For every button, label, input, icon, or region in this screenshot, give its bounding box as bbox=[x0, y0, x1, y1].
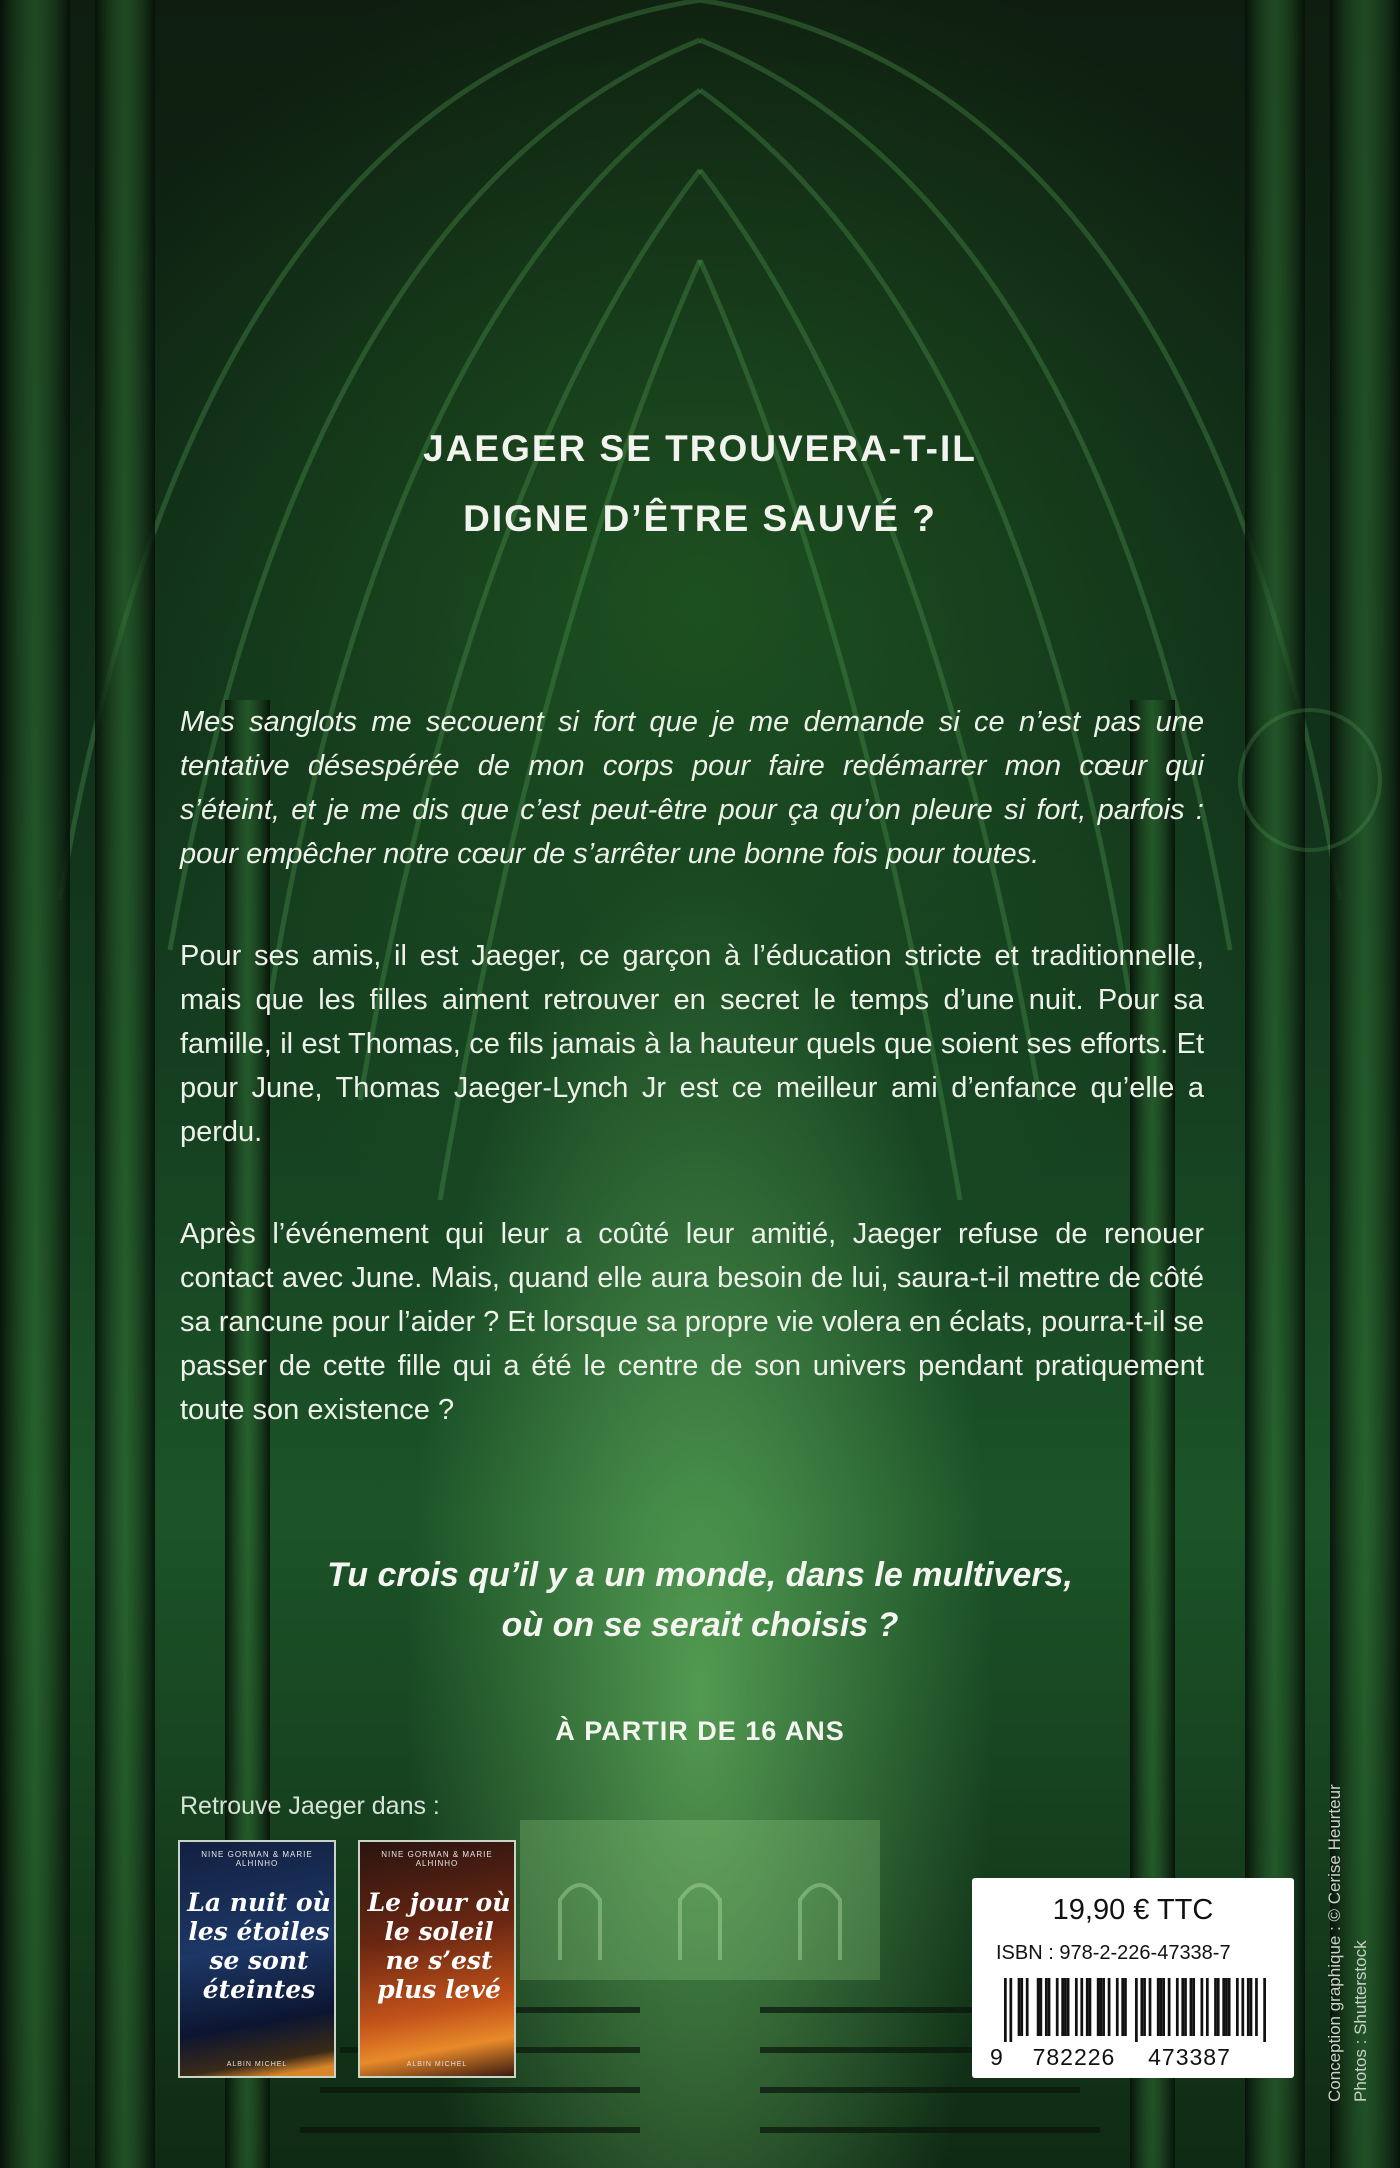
isbn: ISBN : 978-2-226-47338-7 bbox=[996, 1942, 1231, 1964]
barcode-bar bbox=[1067, 1978, 1070, 2036]
barcode-bar bbox=[1222, 1978, 1225, 2036]
barcode-bar bbox=[1048, 1978, 1051, 2036]
barcode-bar bbox=[1206, 1978, 1209, 2036]
barcode-bar bbox=[1061, 1978, 1064, 2036]
barcode-bar bbox=[1160, 1978, 1163, 2036]
barcode-bar bbox=[1045, 1978, 1048, 2036]
barcode-bar bbox=[1201, 1978, 1204, 2036]
barcode-bar bbox=[1162, 1978, 1165, 2036]
barcode-bar bbox=[1217, 1978, 1220, 2036]
barcode-bar bbox=[1255, 1978, 1258, 2036]
barcode bbox=[1004, 1978, 1266, 2042]
ean-first-digit: 9 bbox=[990, 2044, 1004, 2070]
barcode-bar bbox=[1190, 1978, 1193, 2036]
ean-group-2: 473387 bbox=[1148, 2044, 1231, 2070]
book-2-authors: NINE GORMAN & MARIE ALHINHO bbox=[381, 1850, 493, 1868]
headline-line-1: JAEGER SE TROUVERA-T-IL bbox=[423, 428, 977, 469]
barcode-bar bbox=[1184, 1978, 1187, 2036]
barcode-bar bbox=[1214, 1978, 1217, 2036]
barcode-bar bbox=[1089, 1978, 1092, 2036]
barcode-bar bbox=[1225, 1978, 1228, 2036]
barcode-bar bbox=[1004, 1978, 1007, 2042]
related-book-cover-1 bbox=[178, 1840, 336, 2078]
barcode-bar bbox=[1056, 1978, 1059, 2036]
photo-credit: Photos : Shutterstock bbox=[1351, 1940, 1370, 2102]
related-book-cover-2 bbox=[358, 1840, 516, 2078]
barcode-bar bbox=[1250, 1978, 1253, 2036]
synopsis-paragraph-2: Après l’événement qui leur a coûté leur amitié, Jaeger refuse de renouer contact avec June. Mais, quand elle aura besoin de lui, saura-t-il mettre de côté sa rancune pour l’aider ? Et lorsque sa propre vie volera en éclats, pourra-t-il se passer de cette fille qui a été le centre de son univers pendant pratiquement toute son existence ? bbox=[180, 1218, 1204, 1426]
barcode-bar bbox=[1009, 1978, 1012, 2042]
barcode-bar bbox=[1121, 1978, 1124, 2036]
barcode-bar bbox=[1097, 1978, 1100, 2036]
barcode-bar bbox=[1037, 1978, 1040, 2036]
design-credit: Conception graphique : © Cerise Heurteur bbox=[1325, 1784, 1344, 2102]
barcode-bar bbox=[1108, 1978, 1111, 2036]
ean-group-1: 782226 bbox=[1032, 2044, 1116, 2070]
ean-digits bbox=[990, 2044, 1280, 2071]
barcode-bar bbox=[1124, 1978, 1127, 2036]
book-2-publisher: ALBIN MICHEL bbox=[406, 2061, 468, 2068]
excerpt-paragraph: Mes sanglots me secouent si fort que je me demande si ce n’est pas une tentative désespérée de mon corps pour faire redémarrer mon cœur qui s’éteint, et je me dis que c’est peut-être pour ça qu’on pleure si fort, parfois : pour empêcher notre cœur de s’arrêter une bonne fois pour toutes. bbox=[180, 706, 1204, 870]
barcode-bar bbox=[1135, 1978, 1138, 2042]
quote-line-1: Tu crois qu’il y a un monde, dans le multivers, bbox=[327, 1556, 1073, 1594]
credits bbox=[1322, 1784, 1374, 2102]
barcode-bar bbox=[1102, 1978, 1105, 2036]
barcode-bar bbox=[1149, 1978, 1152, 2036]
barcode-bar bbox=[1247, 1978, 1250, 2036]
barcode-bar bbox=[1192, 1978, 1195, 2036]
quote-line-2: où on se serait choisis ? bbox=[501, 1606, 899, 1644]
book-1-title: La nuit où les étoiles se sont éteintes bbox=[187, 1888, 331, 2004]
barcode-bar bbox=[1080, 1978, 1083, 2036]
barcode-label bbox=[972, 1878, 1294, 2078]
barcode-bar bbox=[1039, 1978, 1042, 2036]
related-books-label: Retrouve Jaeger dans : bbox=[180, 1792, 440, 1820]
book-2-title: Le jour où le soleil ne s’est plus levé bbox=[367, 1888, 511, 2004]
headline-line-2: DIGNE D’ÊTRE SAUVÉ ? bbox=[463, 498, 937, 539]
barcode-bar bbox=[1018, 1978, 1021, 2036]
barcode-bar bbox=[1228, 1978, 1231, 2036]
age-notice: À PARTIR DE 16 ANS bbox=[555, 1716, 845, 1746]
barcode-bar bbox=[1241, 1978, 1244, 2036]
barcode-bar bbox=[1064, 1978, 1067, 2036]
barcode-bar bbox=[1263, 1978, 1266, 2042]
barcode-bar bbox=[1168, 1978, 1171, 2036]
barcode-bar bbox=[1140, 1978, 1143, 2036]
synopsis-paragraph-1: Pour ses amis, il est Jaeger, ce garçon à l’éducation stricte et traditionnelle, mais que les filles aiment retrouver en secret le temps d’une nuit. Pour sa famille, il est Thomas, ce fils jamais à la hauteur quels que soient ses efforts. Et pour June, Thomas Jaeger-Lynch Jr est ce meilleur ami d’enfance qu’elle a perdu. bbox=[180, 940, 1204, 1148]
barcode-bar bbox=[1236, 1978, 1239, 2036]
barcode-bar bbox=[1181, 1978, 1184, 2036]
barcode-bar bbox=[1100, 1978, 1103, 2036]
barcode-bar bbox=[1143, 1978, 1146, 2036]
barcode-bar bbox=[1086, 1978, 1089, 2036]
barcode-bar bbox=[1075, 1978, 1078, 2036]
book-1-authors: NINE GORMAN & MARIE ALHINHO bbox=[201, 1850, 313, 1868]
barcode-bar bbox=[1157, 1978, 1160, 2036]
barcode-bar bbox=[1176, 1978, 1179, 2036]
barcode-bar bbox=[1116, 1978, 1119, 2036]
barcode-bar bbox=[1026, 1978, 1029, 2036]
book-1-publisher: ALBIN MICHEL bbox=[226, 2061, 288, 2068]
barcode-bar bbox=[1020, 1978, 1023, 2036]
price: 19,90 € TTC bbox=[1052, 1894, 1214, 1926]
